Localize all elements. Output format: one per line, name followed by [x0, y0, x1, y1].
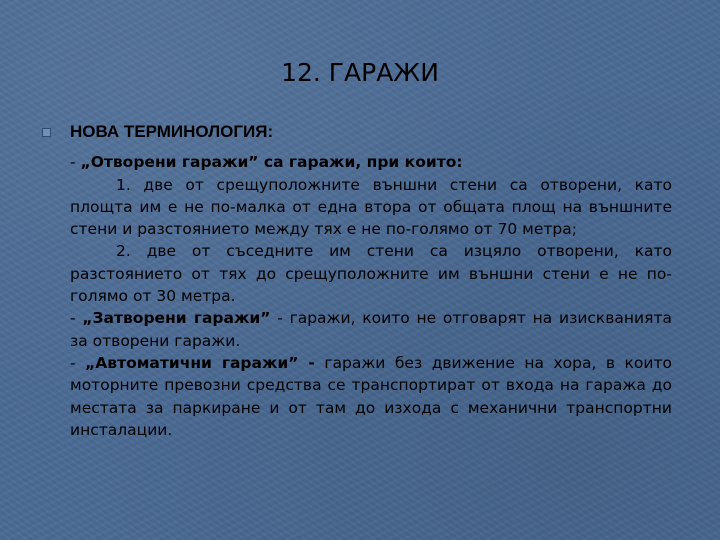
closed-garages-term: „Затворени гаражи” — [82, 309, 271, 328]
closed-garages-definition — [70, 307, 672, 352]
automatic-garages-text: гаражи без движение на хора, в които моторните превозни средства се транспортират от входа на гаража до местата за паркиране и от там до изхода с механични транспортни инсталации. — [70, 353, 672, 439]
closed-garages-text: - гаражи, които не отговарят на изискванията за отворени гаражи. — [70, 309, 672, 350]
automatic-garages-definition — [70, 352, 672, 441]
open-prefix: - — [70, 153, 81, 172]
section-heading: НОВА ТЕРМИНОЛОГИЯ: — [70, 122, 274, 141]
closed-prefix: - — [70, 309, 83, 328]
open-garages-definition — [70, 151, 672, 173]
auto-prefix: - — [70, 353, 86, 372]
open-criterion-2: 2. две от съседните им стени са изцяло отворени, като разстоянието от тях до срещуположните им външни стени е не по-голямо от 30 метра. — [70, 242, 672, 306]
open-garages-term: „Отворени гаражи” са гаражи, при които: — [80, 153, 463, 172]
slide-title: 12. ГАРАЖИ — [281, 58, 439, 87]
automatic-garages-term: „Автоматични гаражи” - — [85, 353, 315, 372]
bullet-square-icon — [42, 128, 51, 137]
slide-content — [70, 121, 672, 441]
open-criterion-1: 1. две от срещуположните външни стени са отворени, като площта им е не по-малка от една втора от общата площ на външните стени и разстоянието между тях е не по-голямо от 70 метра; — [70, 175, 672, 239]
